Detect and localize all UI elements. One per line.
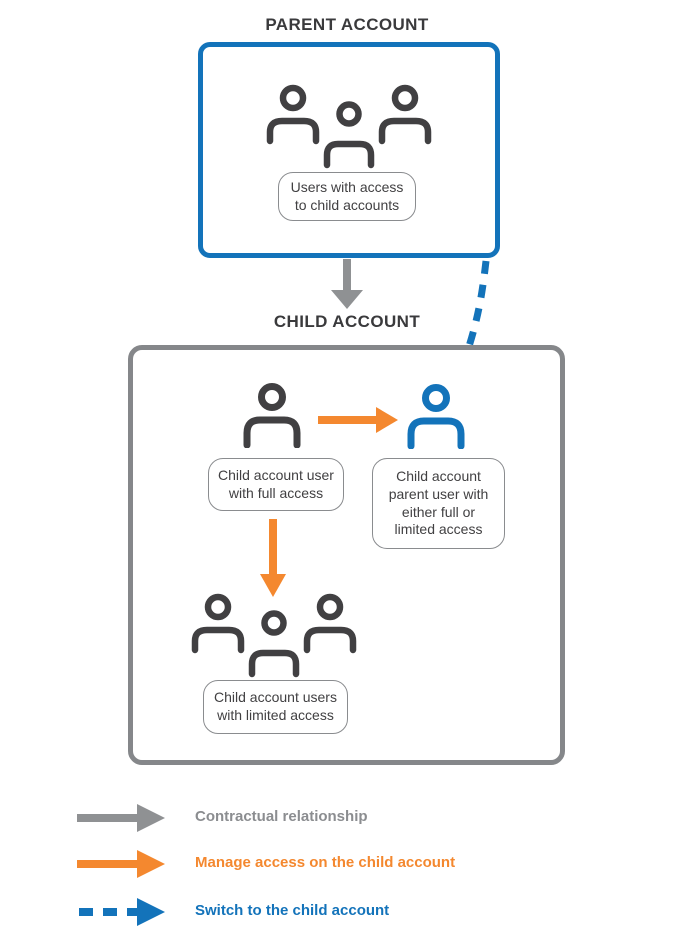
limited-users-label: Child account users with limited access — [203, 680, 348, 734]
legend-solid-orange-arrow-icon — [77, 850, 165, 878]
parent-user-icon — [404, 383, 468, 449]
legend-row-switch — [77, 897, 657, 925]
contractual-arrow-icon — [331, 259, 363, 309]
child-account-box — [128, 345, 565, 765]
legend — [77, 803, 657, 933]
legend-solid-gray-arrow-icon — [77, 804, 165, 832]
manage-access-arrow-right-icon — [318, 405, 398, 435]
parent-users-group-icon — [265, 81, 433, 169]
legend-label-switch: Switch to the child account — [195, 902, 390, 919]
parent-account-box — [198, 42, 500, 258]
legend-row-manage-access — [77, 849, 657, 877]
manage-access-arrow-down-icon — [258, 519, 288, 597]
legend-label-contractual: Contractual relationship — [195, 808, 368, 825]
child-account-title: CHILD ACCOUNT — [273, 312, 421, 331]
full-access-user-label: Child account user with full access — [208, 458, 344, 511]
parent-account-title: PARENT ACCOUNT — [265, 15, 429, 34]
legend-label-manage-access: Manage access on the child account — [195, 854, 456, 871]
parent-users-label: Users with access to child accounts — [278, 172, 416, 221]
legend-dashed-blue-arrow-icon — [77, 898, 165, 926]
parent-user-label: Child account parent user with either full or limited access — [372, 458, 505, 549]
limited-users-group-icon — [190, 590, 358, 678]
full-access-user-icon — [240, 382, 304, 448]
legend-row-contractual — [77, 803, 657, 831]
